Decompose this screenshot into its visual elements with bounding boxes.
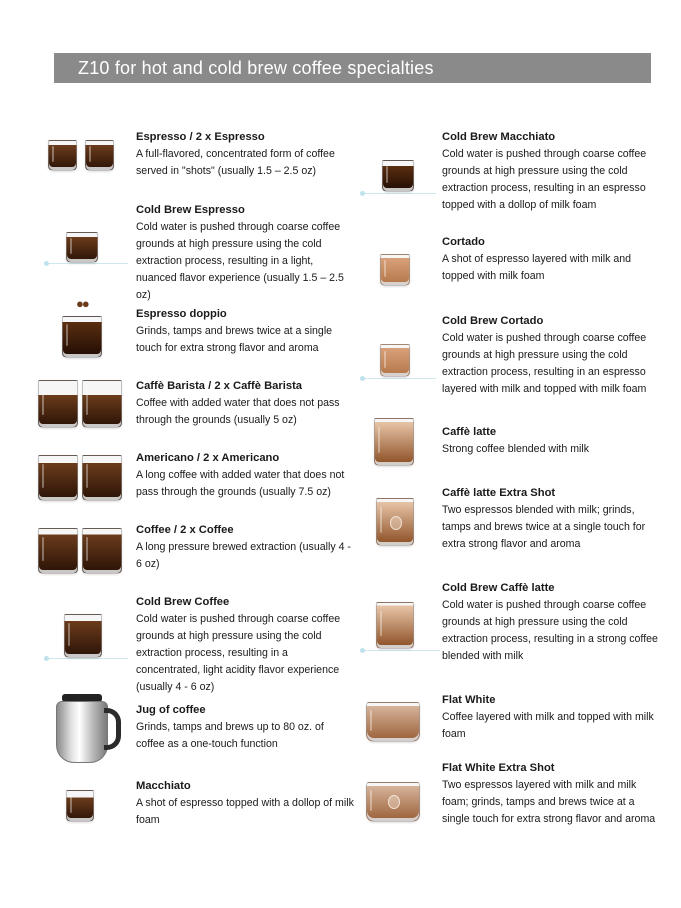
page-title: Z10 for hot and cold brew coffee specialties [78, 58, 434, 78]
menu-item-macchiato [136, 778, 354, 829]
item-description: Coffee layered with milk and topped with milk foam [442, 711, 654, 740]
item-name: Cold Brew Caffè latte [442, 582, 555, 594]
caffe-latte-image [374, 418, 418, 468]
cold-brew-coffee-image [44, 612, 134, 664]
item-name: Caffè latte [442, 426, 497, 438]
cold-brew-caffe-latte-image [360, 602, 444, 656]
coffee-jug-image [52, 694, 124, 766]
cold-brew-cortado-image [360, 344, 440, 384]
item-description: Cold water is pushed through coarse coffee grounds at high pressure using the cold extraction process, resulting in an espresso layered with milk and topped with milk foam [442, 332, 647, 395]
menu-item-cold-brew-espresso [136, 202, 354, 304]
flat-white-image [366, 702, 426, 744]
item-description: A full-flavored, concentrated form of coffee served in "shots" (usually 1.5 – 2.5 oz) [136, 148, 335, 177]
cortado-image [380, 254, 416, 288]
item-description: Cold water is pushed through coarse coffee grounds at high pressure using the cold extraction process, resulting in a strong coffee blended with milk [442, 599, 658, 662]
espresso-double-image [48, 140, 118, 174]
item-name: Americano / 2 x Americano [136, 452, 280, 464]
flat-white-extra-shot-image [366, 782, 426, 826]
coffee-bean-icon [388, 795, 400, 809]
item-description: Grinds, tamps and brews twice at a single touch for extra strong flavor and aroma [136, 325, 333, 354]
menu-item-caffe-latte [442, 424, 660, 458]
menu-item-espresso [136, 129, 354, 180]
menu-item-espresso-doppio [136, 306, 354, 357]
item-name: Flat White Extra Shot [442, 762, 555, 774]
item-name: Cold Brew Coffee [136, 596, 230, 608]
item-description: A shot of espresso topped with a dollop of milk foam [136, 797, 354, 826]
item-name: Cold Brew Cortado [442, 315, 544, 327]
menu-item-cold-brew-macchiato [442, 129, 660, 214]
item-description: A shot of espresso layered with milk and topped with milk foam [442, 253, 632, 282]
header-banner [54, 53, 651, 83]
item-name: Jug of coffee [136, 704, 206, 716]
item-name: Coffee / 2 x Coffee [136, 524, 234, 536]
americano-image [38, 455, 128, 505]
item-description: A long pressure brewed extraction (usually 4 - 6 oz) [136, 541, 351, 570]
menu-item-flat-white [442, 692, 660, 743]
item-description: Two espressos blended with milk; grinds, tamps and brews twice at a single touch for extra strong flavor and aroma [442, 504, 646, 550]
item-name: Caffè Barista / 2 x Caffè Barista [136, 380, 303, 392]
item-description: Cold water is pushed through coarse coffee grounds at high pressure using the cold extraction process, resulting in a concentrated, light acidity flavor experience (usually 4 - 6 oz) [136, 613, 341, 693]
menu-item-caffe-latte-extra-shot [442, 485, 660, 553]
coffee-image [38, 528, 128, 578]
item-name: Cold Brew Macchiato [442, 131, 556, 143]
item-description: Two espressos layered with milk and milk foam; grinds, tamps and brews twice at a single touch for extra strong flavor and aroma [442, 779, 656, 825]
item-description: Cold water is pushed through coarse coffee grounds at high pressure using the cold extraction process, resulting in an espresso topped with a dollop of milk foam [442, 148, 647, 211]
item-name: Macchiato [136, 780, 191, 792]
menu-item-cold-brew-cortado [442, 313, 660, 398]
coffee-beans-icon: ●● [76, 296, 88, 311]
menu-item-cortado [442, 234, 660, 285]
menu-item-flat-white-extra-shot [442, 760, 660, 828]
caffe-latte-extra-shot-image [376, 498, 420, 550]
item-description: Grinds, tamps and brews up to 80 oz. of coffee as a one-touch function [136, 721, 324, 750]
menu-item-jug-of-coffee [136, 702, 354, 753]
item-description: A long coffee with added water that does not pass through the grounds (usually 7.5 oz) [136, 469, 345, 498]
item-name: Caffè latte Extra Shot [442, 487, 556, 499]
macchiato-image [66, 790, 98, 826]
espresso-doppio-image [60, 296, 106, 366]
cold-brew-espresso-image [44, 230, 134, 270]
cold-brew-macchiato-image [360, 158, 440, 198]
menu-item-caffe-barista [136, 378, 354, 429]
item-name: Cold Brew Espresso [136, 204, 245, 216]
menu-item-cold-brew-coffee [136, 594, 354, 696]
item-name: Espresso / 2 x Espresso [136, 131, 265, 143]
menu-item-coffee [136, 522, 354, 573]
menu-item-cold-brew-caffe-latte [442, 580, 660, 665]
item-name: Cortado [442, 236, 485, 248]
item-name: Flat White [442, 694, 496, 706]
item-description: Coffee with added water that does not pass through the grounds (usually 5 oz) [136, 397, 340, 426]
item-description: Strong coffee blended with milk [442, 443, 590, 455]
item-name: Espresso doppio [136, 308, 227, 320]
coffee-bean-icon [390, 516, 402, 530]
menu-item-americano [136, 450, 354, 501]
item-description: Cold water is pushed through coarse coffee grounds at high pressure using the cold extraction process, resulting in a light, nuanced flavor experience (usually 1.5 – 2.5 oz) [136, 221, 344, 301]
caffe-barista-image [38, 380, 128, 430]
